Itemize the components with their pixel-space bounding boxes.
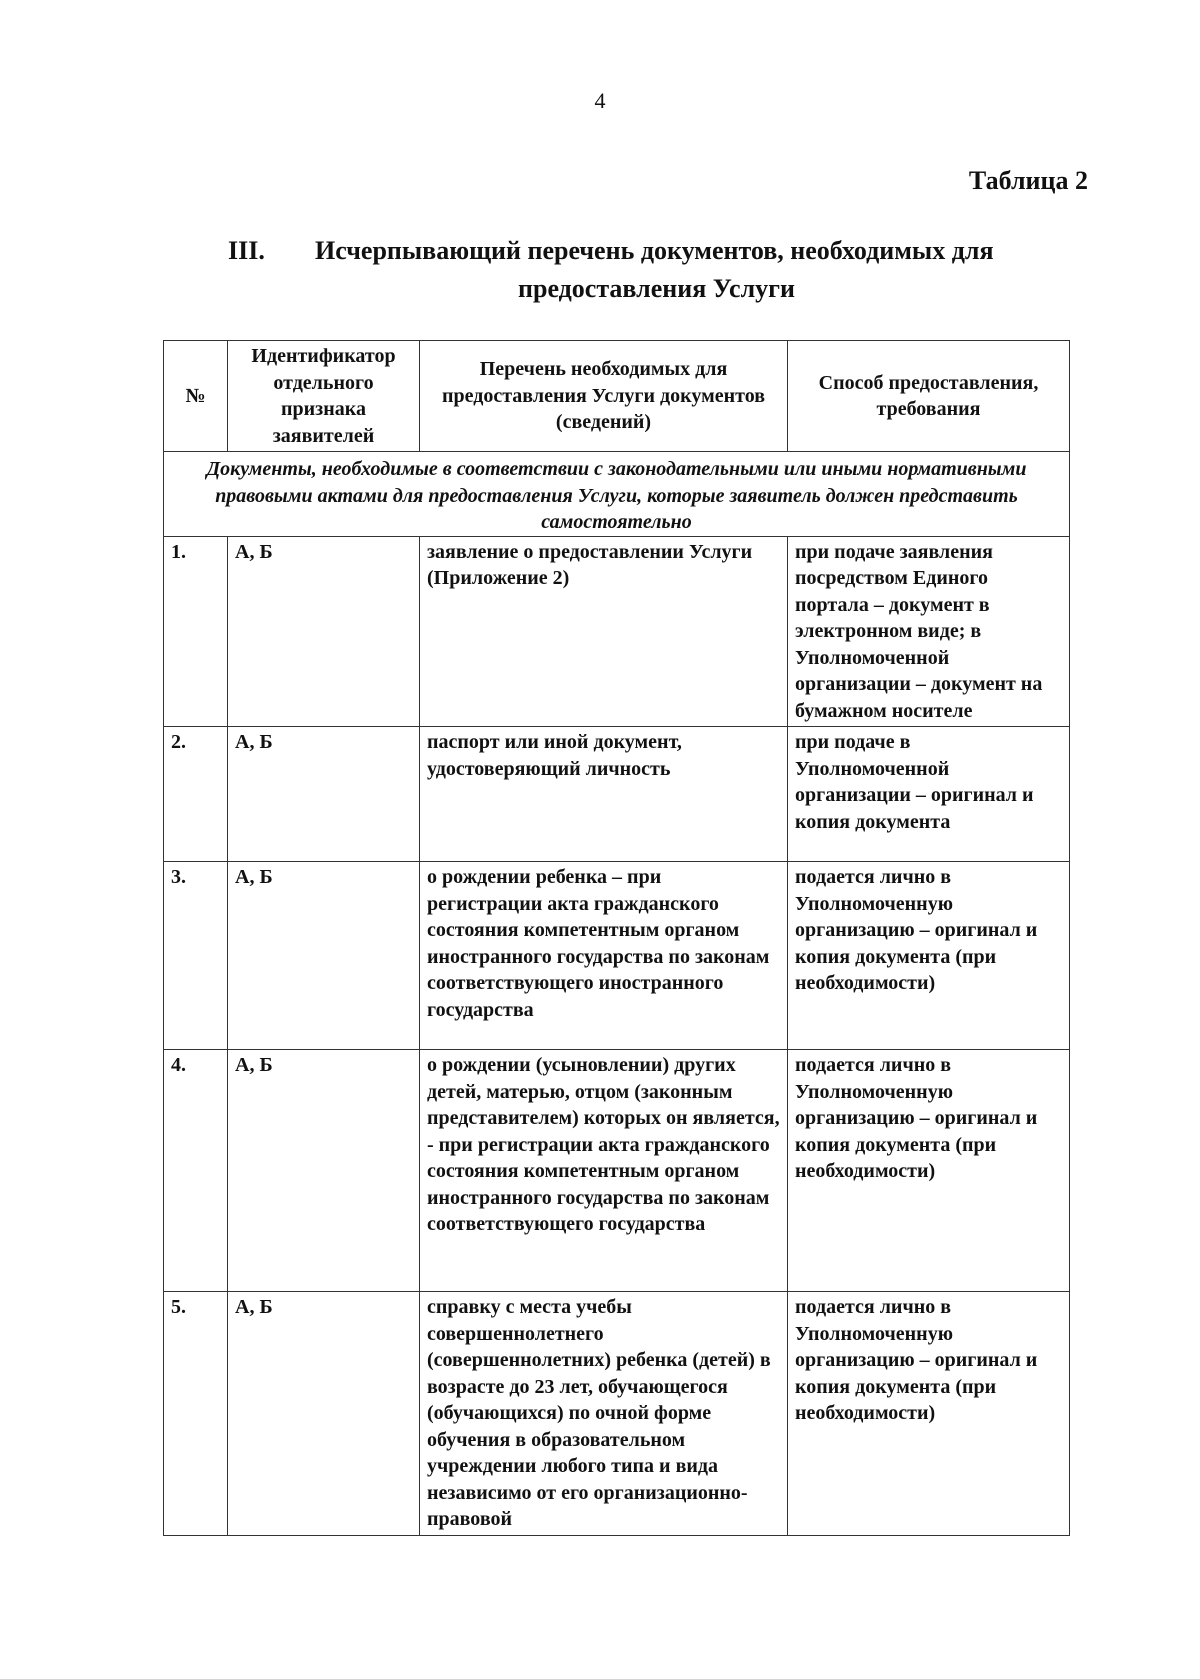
table-row bbox=[164, 1050, 1070, 1292]
row-method: при подаче заявления посредством Единого портала – документ в электронном виде; в Уполномоченной организации – документ на бумажном носителе bbox=[788, 536, 1070, 727]
table-row bbox=[164, 862, 1070, 1050]
row-document: заявление о предоставлении Услуги (Приложение 2) bbox=[420, 536, 788, 727]
row-document: справку с места учебы совершеннолетнего (совершеннолетних) ребенка (детей) в возрасте до 23 лет, обучающегося (обучающихся) по очной форме обучения в образовательном учреждении любого типа и вида независимо от его организационно-правовой bbox=[420, 1292, 788, 1536]
header-number: № bbox=[164, 341, 228, 452]
row-number: 5. bbox=[164, 1292, 228, 1536]
header-applicant-id: Идентификатор отдельного признака заявителей bbox=[228, 341, 420, 452]
row-method: при подаче в Уполномоченной организации – оригинал и копия документа bbox=[788, 727, 1070, 862]
row-document: паспорт или иной документ, удостоверяющий личность bbox=[420, 727, 788, 862]
row-number: 3. bbox=[164, 862, 228, 1050]
table-row bbox=[164, 1292, 1070, 1536]
row-number: 1. bbox=[164, 536, 228, 727]
row-applicant-id: А, Б bbox=[228, 727, 420, 862]
row-applicant-id: А, Б bbox=[228, 536, 420, 727]
table-row bbox=[164, 727, 1070, 862]
section-row-title: Документы, необходимые в соответствии с законодательными или иными нормативными правовыми актами для предоставления Услуги, которые заявитель должен представить самостоятельно bbox=[164, 452, 1070, 537]
header-submission-method: Способ предоставления, требования bbox=[788, 341, 1070, 452]
page-number: 4 bbox=[594, 88, 606, 113]
row-number: 4. bbox=[164, 1050, 228, 1292]
row-number: 2. bbox=[164, 727, 228, 862]
section-title-line-1: Исчерпывающий перечень документов, необходимых для bbox=[315, 236, 994, 265]
row-document: о рождении (усыновлении) других детей, матерью, отцом (законным представителем) которых он является, - при регистрации акта гражданского состояния компетентным органом иностранного государства по законам соответствующего государства bbox=[420, 1050, 788, 1292]
section-roman-numeral: III. bbox=[228, 236, 265, 265]
section-title-line-2: предоставления Услуги bbox=[518, 274, 795, 303]
row-applicant-id: А, Б bbox=[228, 1292, 420, 1536]
row-method: подается лично в Уполномоченную организацию – оригинал и копия документа (при необходимости) bbox=[788, 1050, 1070, 1292]
row-method: подается лично в Уполномоченную организацию – оригинал и копия документа (при необходимости) bbox=[788, 862, 1070, 1050]
row-applicant-id: А, Б bbox=[228, 1050, 420, 1292]
table-label: Таблица 2 bbox=[968, 166, 1088, 195]
row-document: о рождении ребенка – при регистрации акта гражданского состояния компетентным органом иностранного государства по законам соответствующего иностранного государства bbox=[420, 862, 788, 1050]
documents-table bbox=[163, 340, 1070, 1536]
row-method: подается лично в Уполномоченную организацию – оригинал и копия документа (при необходимости) bbox=[788, 1292, 1070, 1536]
row-applicant-id: А, Б bbox=[228, 862, 420, 1050]
table-row bbox=[164, 536, 1070, 727]
table-section-row bbox=[164, 452, 1070, 537]
header-documents-list: Перечень необходимых для предоставления Услуги документов (сведений) bbox=[420, 341, 788, 452]
table-header-row bbox=[164, 341, 1070, 452]
